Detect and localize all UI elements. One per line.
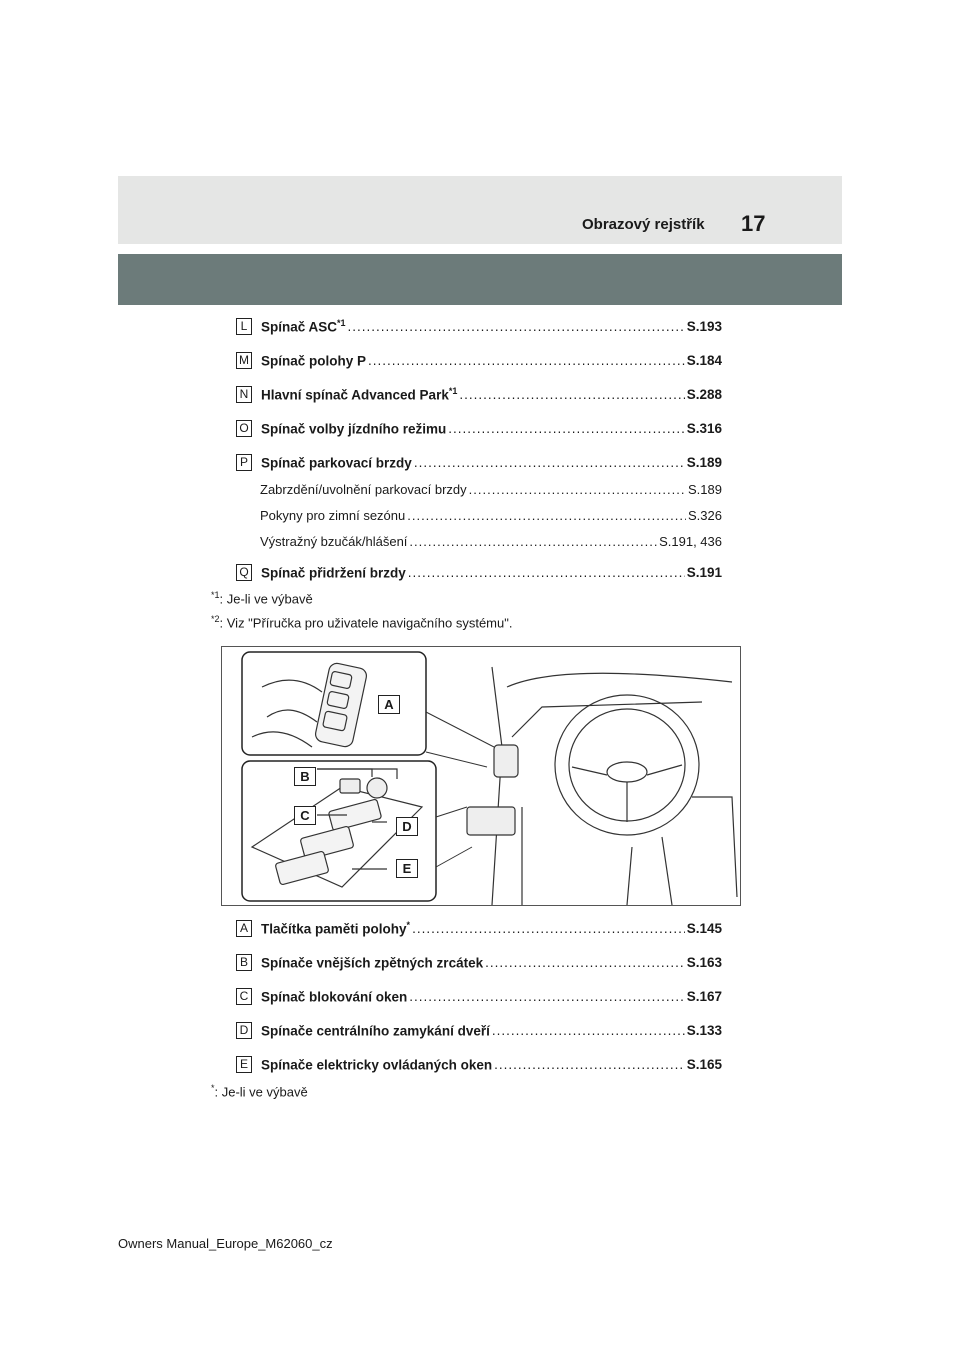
entry-label: Spínač blokování oken	[261, 989, 408, 1005]
leader-dots	[412, 921, 685, 936]
index-entry-n	[236, 384, 722, 404]
leader-dots	[469, 482, 686, 497]
entry-letter: M	[236, 352, 252, 369]
entry-page-ref[interactable]: S.189	[686, 454, 722, 470]
subentry-label: Výstražný bzučák/hlášení	[260, 533, 408, 549]
entry-label: Spínač parkovací brzdy	[261, 455, 412, 471]
entry-letter: C	[236, 988, 252, 1005]
leader-dots	[448, 421, 684, 436]
index-entry-a	[236, 918, 722, 938]
footnote-1: $^{*1}$: Je-li ve výbavě	[211, 590, 313, 607]
section-title: Obrazový rejstřík	[582, 216, 705, 233]
index-entry-e	[236, 1054, 722, 1074]
leader-dots	[494, 1057, 685, 1072]
index-subentry	[260, 531, 722, 551]
leader-dots	[407, 508, 686, 523]
page-number: 17	[741, 211, 766, 236]
entry-label: Spínače centrálního zamykání dveří	[261, 1023, 490, 1039]
entry-label: Spínač přidržení brzdy	[261, 565, 406, 581]
callout-c: C	[294, 806, 316, 825]
dashboard-illustration	[221, 646, 741, 906]
leader-dots	[409, 989, 684, 1004]
index-entry-m	[236, 350, 722, 370]
entry-page-ref[interactable]: S.316	[686, 420, 722, 436]
entry-label: Spínač polohy P	[261, 353, 367, 369]
footnote-bottom: *: Je-li ve výbavě	[211, 1083, 308, 1100]
header-band-light	[118, 176, 842, 244]
entry-letter: A	[236, 920, 252, 937]
leader-dots	[485, 955, 685, 970]
entry-letter: N	[236, 386, 252, 403]
index-entry-b	[236, 952, 722, 972]
entry-label: Tlačítka paměti polohy*	[261, 919, 411, 937]
entry-page-ref[interactable]: S.133	[686, 1022, 722, 1038]
index-subentry	[260, 505, 722, 525]
leader-dots	[408, 565, 685, 580]
entry-label: Spínač ASC$^{*1}$	[261, 317, 346, 335]
entry-page-ref[interactable]: S.165	[686, 1056, 722, 1072]
subentry-label: Pokyny pro zimní sezónu	[260, 507, 406, 523]
leader-dots	[492, 1023, 685, 1038]
callout-d: D	[396, 817, 418, 836]
subentry-page-ref[interactable]: S.326	[688, 507, 722, 523]
leader-dots	[409, 534, 657, 549]
leader-dots	[459, 387, 684, 402]
leader-dots	[368, 353, 685, 368]
entry-page-ref[interactable]: S.163	[686, 954, 722, 970]
index-entry-p	[236, 452, 722, 472]
entry-letter: P	[236, 454, 252, 471]
entry-letter: Q	[236, 564, 252, 581]
entry-page-ref[interactable]: S.167	[686, 988, 722, 1004]
entry-letter: E	[236, 1056, 252, 1073]
entry-label: Spínače elektricky ovládaných oken	[261, 1057, 493, 1073]
index-entry-d	[236, 1020, 722, 1040]
index-subentry	[260, 479, 722, 499]
index-entry-o	[236, 418, 722, 438]
callout-a: A	[378, 695, 400, 714]
subentry-page-ref[interactable]: S.191, 436	[659, 533, 722, 549]
entry-letter: B	[236, 954, 252, 971]
callout-b: B	[294, 767, 316, 786]
entry-letter: O	[236, 420, 252, 437]
subentry-label: Zabrzdění/uvolnění parkovací brzdy	[260, 481, 467, 497]
leader-dots	[414, 455, 685, 470]
page-footer: Owners Manual_Europe_M62060_cz	[118, 1236, 333, 1251]
subentry-page-ref[interactable]: S.189	[688, 481, 722, 497]
index-entry-c	[236, 986, 722, 1006]
index-entry-q	[236, 562, 722, 582]
entry-page-ref[interactable]: S.288	[686, 386, 722, 402]
entry-page-ref[interactable]: S.191	[686, 564, 722, 580]
footnote-2: $^{*2}$: Viz "Příručka pro uživatele navigačního systému".	[211, 614, 513, 631]
entry-page-ref[interactable]: S.193	[686, 318, 722, 334]
leader-dots	[348, 319, 685, 334]
entry-letter: D	[236, 1022, 252, 1039]
index-entry-l	[236, 316, 722, 336]
entry-label: Spínač volby jízdního režimu	[261, 421, 447, 437]
callout-e: E	[396, 859, 418, 878]
entry-page-ref[interactable]: S.145	[686, 920, 722, 936]
header-band-dark	[118, 254, 842, 305]
entry-label: Hlavní spínač Advanced Park$^{*1}$	[261, 385, 458, 403]
entry-letter: L	[236, 318, 252, 335]
entry-page-ref[interactable]: S.184	[686, 352, 722, 368]
entry-label: Spínače vnějších zpětných zrcátek	[261, 955, 484, 971]
